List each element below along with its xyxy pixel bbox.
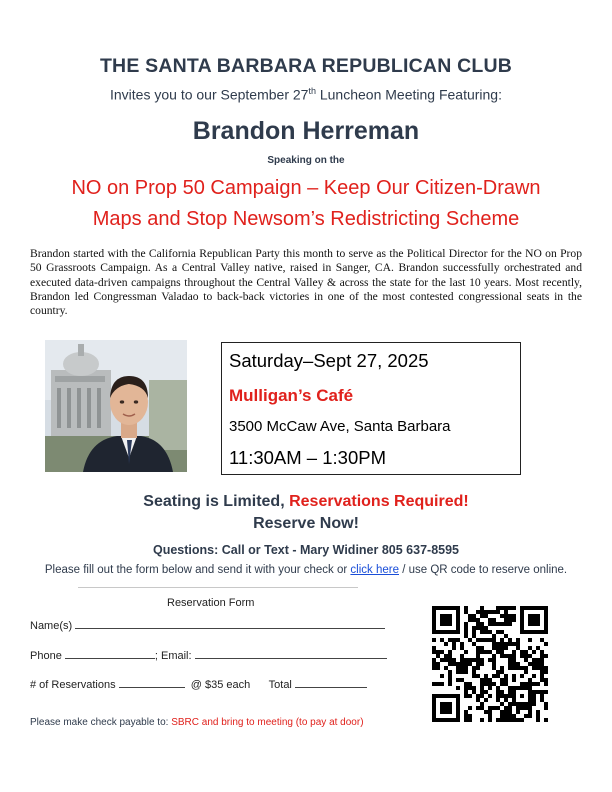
reserve-online-link[interactable]: click here — [350, 564, 399, 576]
invite-prefix: Invites you to our September 27 — [110, 86, 309, 103]
campaign-title-line-2: Maps and Stop Newsom’s Redistricting Scheme — [92, 208, 520, 230]
names-label: Name(s) — [30, 620, 73, 632]
reservations-field[interactable] — [119, 677, 185, 688]
phone-label: Phone — [30, 650, 62, 662]
campaign-title-line-1: NO on Prop 50 Campaign – Keep Our Citizen-Drawn — [71, 177, 541, 199]
divider — [78, 587, 358, 588]
event-address: 3500 McCaw Ave, Santa Barbara — [229, 418, 451, 435]
email-label: ; Email: — [154, 650, 192, 662]
event-date: Saturday–Sept 27, 2025 — [229, 350, 429, 371]
reserve-now: Reserve Now! — [253, 515, 359, 532]
org-title: THE SANTA BARBARA REPUBLICAN CLUB — [99, 55, 513, 77]
payable-instruction: SBRC and bring to meeting (to pay at door) — [171, 717, 364, 728]
total-field[interactable] — [295, 677, 367, 688]
reservations-row — [30, 677, 367, 691]
invite-line — [0, 86, 612, 103]
questions-contact: Questions: Call or Text - Mary Widiner 805 637-8595 — [152, 543, 459, 557]
phone-email-row — [30, 648, 387, 662]
price-label: @ $35 each — [190, 679, 251, 691]
instructions-prefix: Please fill out the form below and send it with your check or — [44, 564, 351, 576]
event-details-box — [221, 342, 521, 475]
qr-code[interactable] — [432, 606, 548, 722]
reservation-form-title: Reservation Form — [167, 597, 255, 609]
event-venue: Mulligan’s Café — [229, 386, 354, 405]
invite-superscript: th — [308, 86, 316, 96]
speaking-on-label: Speaking on the — [267, 155, 345, 166]
phone-field[interactable] — [65, 648, 155, 659]
campaign-title — [0, 173, 612, 235]
reservations-required: Reservations Required! — [289, 493, 469, 510]
event-time: 11:30AM – 1:30PM — [229, 447, 386, 468]
speaker-bio: Brandon started with the California Republican Party this month to serve as the Political Director for the NO on Prop 50 Grassroots Campaign. As a Central Valley native, raised in Sanger, CA. Brandon successfully orchestrated and executed data-driven campaigns throughout the Central Valley & across the state for the last 10 years. Most recently, Brandon led Congressman Valadao to back-back victories in one of the most contested congressional seats in the country. — [30, 247, 582, 318]
names-field[interactable] — [75, 618, 385, 629]
total-label: Total — [268, 679, 292, 691]
seating-prefix: Seating is Limited, — [143, 493, 290, 510]
email-field[interactable] — [195, 648, 387, 659]
payment-instructions — [30, 717, 364, 728]
qr-code-graphic — [432, 606, 548, 722]
speaker-photo — [45, 340, 187, 472]
form-instructions — [0, 564, 612, 576]
names-row — [30, 618, 385, 632]
seating-notice — [0, 493, 612, 511]
payable-prefix: Please make check payable to: — [30, 717, 172, 728]
reservations-label: # of Reservations — [30, 679, 116, 691]
invite-suffix: Luncheon Meeting Featuring: — [315, 86, 502, 103]
speaker-name: Brandon Herreman — [192, 117, 420, 145]
instructions-suffix: / use QR code to reserve online. — [399, 564, 568, 576]
